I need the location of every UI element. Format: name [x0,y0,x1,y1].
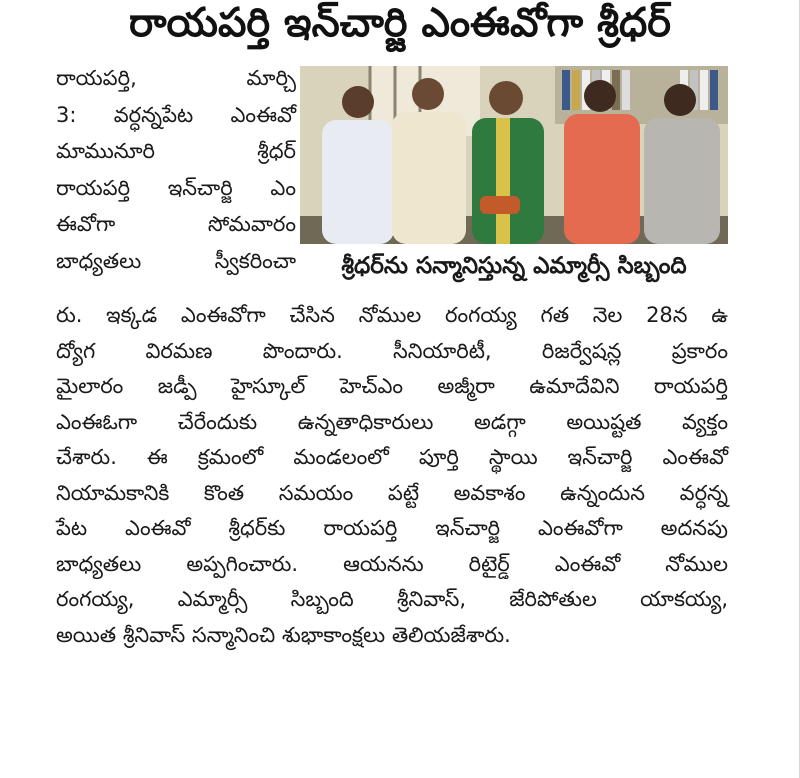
body-line: రంగయ్య, ఎమ్మార్సీ సిబ్బంది శ్రీనివాస్, జేరిపోతుల యాకయ్య, [56,587,728,611]
lead-line: రాయపర్తి ఇన్‌చార్జి ఎం [56,175,296,200]
lead-column [56,60,296,279]
body-line: ద్యోగ విరమణ పొందారు. సీనియారిటీ, రిజర్వేషన్ల ప్రకారం [56,338,728,363]
body-line: అయిత శ్రీనివాస్ సన్మానించి శుభాకాంక్షలు తెలియజేశారు. [56,622,511,647]
lead-line: మామునూరి శ్రీధర్ [56,139,296,163]
headline: రాయపర్తి ఇన్‌చార్జి ఎంఈవోగా శ్రీధర్ [129,0,671,46]
lead-line: 3: వర్ధన్నపేట ఎంఈవో [56,102,296,127]
lead-line: ఈవోగా సోమవారం [56,212,296,236]
lead-line: బాధ్యతలు స్వీకరించా [56,248,296,273]
body-line: పేట ఎంఈవో శ్రీధర్‌కు రాయపర్తి ఇన్‌చార్జి ఎంఈవోగా అదనపు [56,516,728,540]
article-body [56,298,728,653]
body-line: చేశారు. ఈ క్రమంలో మండలంలో పూర్తి స్థాయి ఇన్‌చార్జి ఎంఈవో [56,445,728,469]
news-photo [300,66,728,244]
photo-caption: శ్రీధర్‌ను సన్మానిస్తున్న ఎమ్మార్సీ సిబ్బంది [341,253,687,279]
lead-line: రాయపర్తి, మార్చి [56,66,296,90]
body-line: నియామకానికి కొంత సమయం పట్టే అవకాశం ఉన్నందున వర్ధన్న [56,480,728,505]
body-line: బాధ్యతలు అప్పగించారు. ఆయనను రిటైర్డ్ ఎంఈవో నోముల [56,551,728,576]
body-line: ఎంఈఓగా చేరేందుకు ఉన్నతాధికారులు అడగ్గా అయిష్టత వ్యక్తం [56,409,728,434]
body-line: రు. ఇక్కడ ఎంఈవోగా చేసిన నోముల రంగయ్య గత నెల 28న ఉ [56,303,728,327]
body-line: మైలారం జడ్పీ హైస్కూల్ హెచ్ఎం అజ్మీరా ఉమాదేవిని రాయపర్తి [56,374,728,398]
